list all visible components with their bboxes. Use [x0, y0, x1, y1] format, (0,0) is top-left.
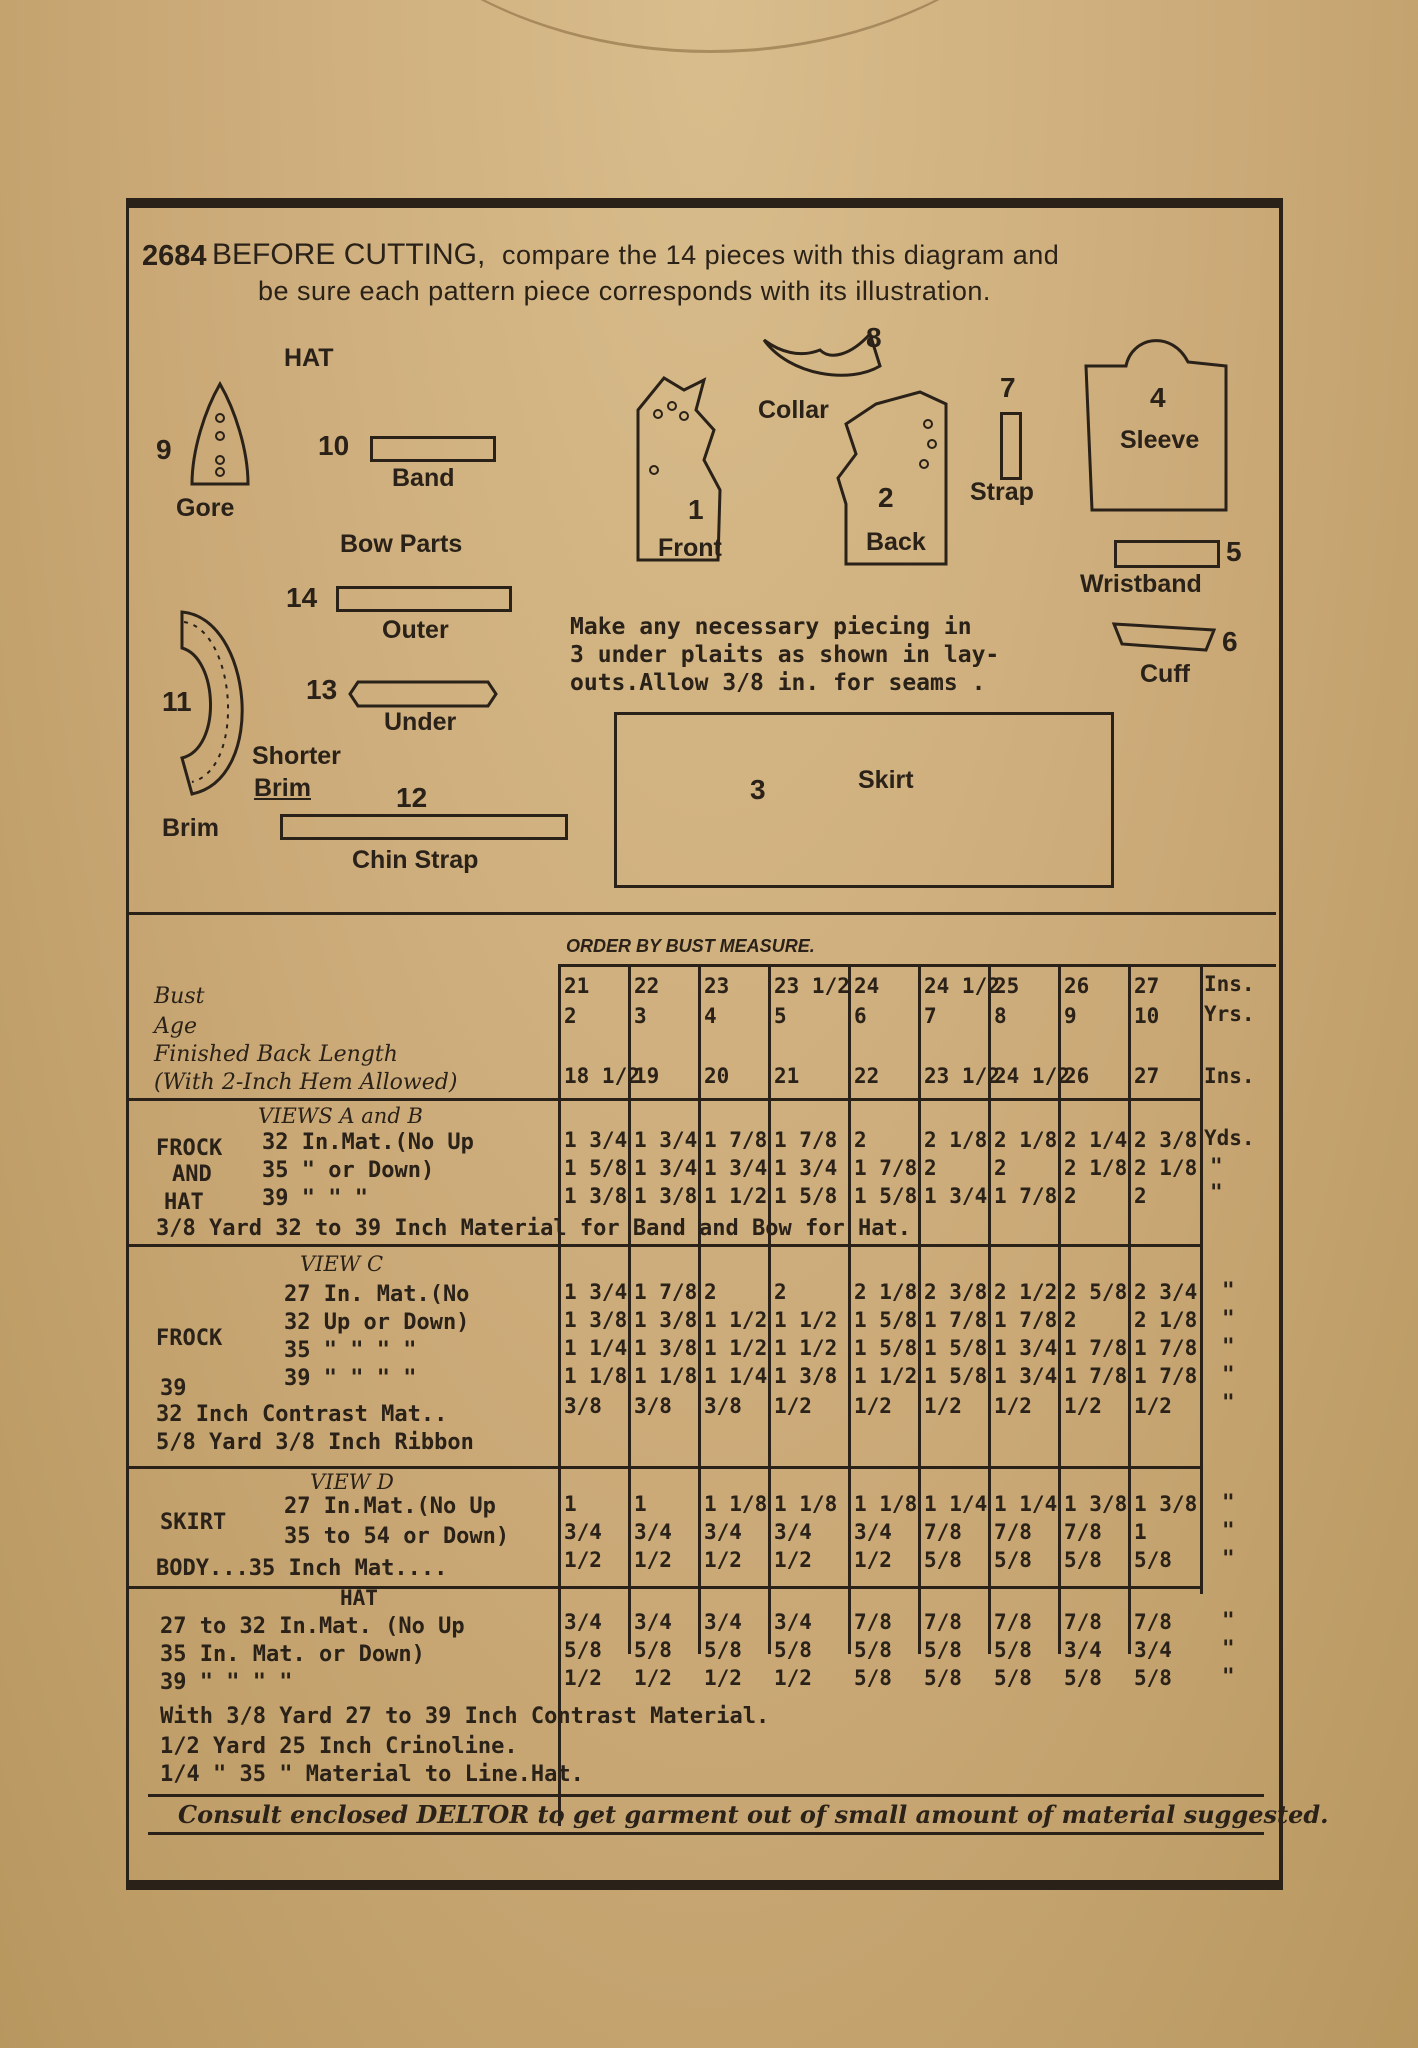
- bust-cell: 23: [704, 974, 730, 998]
- column-divider: [768, 964, 771, 1654]
- hat-cell: 1/2: [704, 1666, 742, 1690]
- cuff-piece-icon: [1110, 616, 1220, 656]
- view-d-cell: 5/8: [924, 1548, 962, 1572]
- under-number: 13: [306, 674, 338, 705]
- hat-note-3: 1/4 " 35 " Material to Line.Hat.: [160, 1762, 584, 1787]
- hat-note-2: 1/2 Yard 25 Inch Crinoline.: [160, 1734, 518, 1759]
- views-ab-cell: 1 5/8: [564, 1156, 628, 1180]
- hat-row-2: 35 In. Mat. or Down): [160, 1642, 425, 1667]
- hat-label: HAT: [164, 1190, 204, 1215]
- view-d-cell: 3/4: [634, 1520, 672, 1544]
- views-ab-cell: 1 3/4: [564, 1128, 628, 1152]
- view-c-cell: 1/2: [774, 1394, 812, 1418]
- view-c-cell: 1 1/4: [564, 1336, 628, 1360]
- hat-cell: 3/4: [1134, 1638, 1172, 1662]
- bow-parts-label: Bow Parts: [340, 530, 463, 558]
- bust-cell: 26: [1064, 974, 1090, 998]
- order-title: ORDER BY BUST MEASURE.: [566, 936, 815, 956]
- sleeve-piece-icon: [1082, 326, 1230, 514]
- view-d-cell: 7/8: [924, 1520, 962, 1544]
- and-label: AND: [172, 1162, 212, 1187]
- view-d-cell: 1 1/4: [924, 1492, 988, 1516]
- hat-cell: 5/8: [854, 1638, 892, 1662]
- view-c-cell: 1 1/2: [704, 1308, 768, 1332]
- view-c-row-4: 39 " " " ": [284, 1366, 417, 1391]
- view-c-cell: 1 3/4: [994, 1336, 1058, 1360]
- hat-cell: 7/8: [994, 1610, 1032, 1634]
- view-c-cell: 1 7/8: [1064, 1364, 1128, 1388]
- views-ab-cell: 1 3/8: [634, 1184, 698, 1208]
- view-c-cell: 3/8: [564, 1394, 602, 1418]
- shorter-brim-label: Brim: [254, 774, 311, 802]
- view-c-cell: 1 5/8: [854, 1336, 918, 1360]
- ab-unit-1: Yds.: [1204, 1126, 1255, 1150]
- hat-cell: 3/4: [564, 1610, 602, 1634]
- hat-unit-3: ": [1222, 1664, 1235, 1688]
- hat-row-3: 39 " " " ": [160, 1670, 293, 1695]
- view-c-cell: 1 5/8: [924, 1336, 988, 1360]
- back-length-cell: 19: [634, 1064, 660, 1088]
- views-ab-cell: 2 1/8: [1134, 1156, 1198, 1180]
- views-ab-label: VIEWS A and B: [258, 1104, 423, 1128]
- view-d-unit-3: ": [1222, 1546, 1235, 1570]
- view-c-cell: 1/2: [994, 1394, 1032, 1418]
- skirt-piece: [614, 712, 1114, 888]
- view-c-cell: 2 1/8: [854, 1280, 918, 1304]
- age-label: Age: [154, 1014, 197, 1039]
- view-c-cell: 1 7/8: [924, 1308, 988, 1332]
- back-length-cell: 22: [854, 1064, 880, 1088]
- view-d-cell: 3/4: [774, 1520, 812, 1544]
- divider-4: [128, 1586, 1200, 1589]
- hat-cell: 5/8: [564, 1638, 602, 1662]
- unit-ins-2: Ins.: [1204, 1064, 1255, 1088]
- view-c-row-2: 32 Up or Down): [284, 1310, 470, 1335]
- hat-note-1: With 3/8 Yard 27 to 39 Inch Contrast Material.: [160, 1704, 770, 1729]
- view-d-cell: 7/8: [1064, 1520, 1102, 1544]
- shorter-label: Shorter: [252, 742, 341, 770]
- view-c-cell: 2 3/4: [1134, 1280, 1198, 1304]
- hat-cell: 5/8: [704, 1638, 742, 1662]
- views-ab-cell: 1 3/4: [704, 1156, 768, 1180]
- view-c-cell: 3/8: [704, 1394, 742, 1418]
- column-divider: [848, 964, 851, 1654]
- strap-piece: [1000, 412, 1022, 480]
- view-c-cell: 3/8: [634, 1394, 672, 1418]
- view-c-cell: 1 3/8: [774, 1364, 838, 1388]
- view-d-cell: 1 3/8: [1064, 1492, 1128, 1516]
- column-divider: [698, 964, 701, 1654]
- view-c-cell: 1 1/8: [564, 1364, 628, 1388]
- view-c-cell: 2 1/8: [1134, 1308, 1198, 1332]
- views-ab-cell: 1 3/8: [564, 1184, 628, 1208]
- views-ab-cell: 1 3/4: [634, 1128, 698, 1152]
- ab-row-1: 32 In.Mat.(No Up: [262, 1130, 474, 1155]
- bust-cell: 22: [634, 974, 660, 998]
- hat-cell: 5/8: [1134, 1666, 1172, 1690]
- view-c-cell: 1/2: [1064, 1394, 1102, 1418]
- back-label: Back: [866, 528, 926, 556]
- brim-label: Brim: [162, 814, 219, 842]
- footer-box-top: [148, 1794, 1264, 1797]
- before-cutting-label: BEFORE CUTTING,: [212, 238, 486, 271]
- deltor-footer: Consult enclosed DELTOR to get garment out of small amount of material suggested.: [178, 1800, 1329, 1829]
- hat-cell: 1/2: [634, 1666, 672, 1690]
- views-ab-cell: 1 3/4: [774, 1156, 838, 1180]
- view-d-cell: 1 3/8: [1134, 1492, 1198, 1516]
- divider-3: [128, 1466, 1200, 1469]
- piecing-note-line-1: Make any necessary piecing in: [570, 614, 972, 640]
- column-divider: [918, 964, 921, 1654]
- view-d-cell: 1 1/4: [994, 1492, 1058, 1516]
- view-c-cell: 1 1/2: [774, 1336, 838, 1360]
- views-ab-cell: 1 7/8: [704, 1128, 768, 1152]
- view-d-unit-1: ": [1222, 1490, 1235, 1514]
- view-d-cell: 7/8: [994, 1520, 1032, 1544]
- view-c-cell: 1/2: [924, 1394, 962, 1418]
- views-ab-cell: 2: [1064, 1184, 1077, 1208]
- views-ab-cell: 2: [924, 1156, 937, 1180]
- view-d-cell: 1 1/8: [774, 1492, 838, 1516]
- ab-unit-2: ": [1210, 1154, 1223, 1178]
- back-length-label: Finished Back Length: [154, 1042, 398, 1067]
- hat-cell: 7/8: [924, 1610, 962, 1634]
- back-length-cell: 27: [1134, 1064, 1160, 1088]
- age-cell: 5: [774, 1004, 787, 1028]
- view-d-cell: 3/4: [704, 1520, 742, 1544]
- views-ab-cell: 1 1/2: [704, 1184, 768, 1208]
- hat-cell: 5/8: [924, 1666, 962, 1690]
- frock-c-39: 39: [160, 1376, 187, 1401]
- outer-bow-piece: [336, 586, 512, 612]
- section-divider: [128, 912, 1276, 915]
- ab-unit-3: ": [1210, 1180, 1223, 1204]
- bust-cell: 23 1/2: [774, 974, 850, 998]
- view-d-cell: 1 1/8: [704, 1492, 768, 1516]
- views-ab-cell: 1 7/8: [854, 1156, 918, 1180]
- view-c-cell: 1 3/4: [994, 1364, 1058, 1388]
- view-d-cell: 1/2: [774, 1548, 812, 1572]
- view-d-unit-2: ": [1222, 1518, 1235, 1542]
- views-ab-cell: 2: [1134, 1184, 1147, 1208]
- view-d-cell: 1: [564, 1492, 577, 1516]
- view-c-label: VIEW C: [300, 1252, 384, 1276]
- view-c-cell: 1 1/2: [704, 1336, 768, 1360]
- hat-row-1: 27 to 32 In.Mat. (No Up: [160, 1614, 465, 1639]
- skirt-label: Skirt: [858, 766, 914, 794]
- view-c-unit-3: ": [1222, 1334, 1235, 1358]
- hat-unit-1: ": [1222, 1608, 1235, 1632]
- ab-row-3: 39 " " ": [262, 1186, 368, 1211]
- view-d-cell: 5/8: [1064, 1548, 1102, 1572]
- view-c-cell: 2: [704, 1280, 717, 1304]
- view-c-cell: 1 3/4: [564, 1280, 628, 1304]
- front-number: 1: [688, 494, 704, 525]
- piecing-note-line-3: outs.Allow 3/8 in. for seams .: [570, 670, 986, 696]
- view-c-cell: 2 3/8: [924, 1280, 988, 1304]
- view-c-unit-4: ": [1222, 1362, 1235, 1386]
- view-d-cell: 5/8: [1134, 1548, 1172, 1572]
- brim-number: 11: [162, 686, 192, 717]
- view-d-row-1: 27 In.Mat.(No Up: [284, 1494, 496, 1519]
- chin-strap-number: 12: [396, 782, 428, 813]
- bust-cell: 27: [1134, 974, 1160, 998]
- hat-cell: 5/8: [994, 1638, 1032, 1662]
- unit-yrs: Yrs.: [1204, 1002, 1255, 1026]
- views-ab-cell: 1 7/8: [994, 1184, 1058, 1208]
- ab-row-2: 35 " or Down): [262, 1158, 435, 1183]
- age-cell: 10: [1134, 1004, 1160, 1028]
- order-table-left: [558, 964, 561, 1826]
- hat-cell: 5/8: [854, 1666, 892, 1690]
- view-c-cell: 1 1/4: [704, 1364, 768, 1388]
- views-ab-cell: 1 3/4: [634, 1156, 698, 1180]
- collar-label: Collar: [758, 396, 829, 424]
- hat-cell: 5/8: [774, 1638, 812, 1662]
- view-c-cell: 1 3/8: [564, 1308, 628, 1332]
- strap-label: Strap: [970, 478, 1034, 506]
- view-d-cell: 3/4: [854, 1520, 892, 1544]
- band-label: Band: [392, 464, 455, 492]
- views-ab-cell: 2: [994, 1156, 1007, 1180]
- view-d-cell: 3/4: [564, 1520, 602, 1544]
- skirt-d-label: SKIRT: [160, 1510, 227, 1535]
- view-d-cell: 1/2: [634, 1548, 672, 1572]
- hat-cell: 3/4: [634, 1610, 672, 1634]
- hat-cell: 5/8: [924, 1638, 962, 1662]
- age-cell: 8: [994, 1004, 1007, 1028]
- hat-section-heading: HAT: [340, 1586, 378, 1610]
- view-c-cell: 1 7/8: [1134, 1336, 1198, 1360]
- hat-cell: 7/8: [1064, 1610, 1102, 1634]
- under-label: Under: [384, 708, 457, 736]
- order-table-top: [558, 964, 1276, 967]
- views-ab-cell: 2: [854, 1128, 867, 1152]
- view-c-unit-2: ": [1222, 1306, 1235, 1330]
- view-c-cell: 1/2: [1134, 1394, 1172, 1418]
- band-number: 10: [318, 430, 350, 461]
- header-line-1: compare the 14 pieces with this diagram and: [502, 240, 1060, 270]
- age-cell: 2: [564, 1004, 577, 1028]
- outer-number: 14: [286, 582, 318, 613]
- view-c-cell: 1 3/8: [634, 1308, 698, 1332]
- bust-cell: 24: [854, 974, 880, 998]
- views-ab-cell: 1 5/8: [854, 1184, 918, 1208]
- view-c-cell: 1/2: [854, 1394, 892, 1418]
- bust-label: Bust: [154, 984, 205, 1009]
- view-c-cell: 1 7/8: [994, 1308, 1058, 1332]
- order-table-units-divider: [1200, 964, 1203, 1594]
- front-label: Front: [658, 534, 722, 562]
- sleeve-label: Sleeve: [1120, 426, 1200, 454]
- view-c-cell: 1 1/2: [774, 1308, 838, 1332]
- wristband-number: 5: [1226, 536, 1242, 567]
- bust-cell: 24 1/2: [924, 974, 1000, 998]
- views-ab-cell: 1 3/4: [924, 1184, 988, 1208]
- under-bow-piece: [348, 680, 498, 708]
- back-length-cell: 21: [774, 1064, 800, 1088]
- footer-box-bottom: [148, 1832, 1264, 1835]
- view-d-label: VIEW D: [310, 1470, 394, 1494]
- band-piece: [370, 436, 496, 462]
- hat-cell: 5/8: [994, 1666, 1032, 1690]
- ribbon-label: 5/8 Yard 3/8 Inch Ribbon: [156, 1430, 474, 1455]
- view-c-cell: 2 5/8: [1064, 1280, 1128, 1304]
- views-ab-cell: 1 7/8: [774, 1128, 838, 1152]
- contrast-mat-label: 32 Inch Contrast Mat..: [156, 1402, 448, 1427]
- view-c-cell: 1 1/8: [634, 1364, 698, 1388]
- view-c-unit-1: ": [1222, 1278, 1235, 1302]
- hat-cell: 1/2: [564, 1666, 602, 1690]
- hat-cell: 7/8: [854, 1610, 892, 1634]
- view-c-row-3: 35 " " " ": [284, 1338, 417, 1363]
- collar-number: 8: [866, 322, 882, 353]
- hat-unit-2: ": [1222, 1636, 1235, 1660]
- cuff-label: Cuff: [1140, 660, 1190, 688]
- back-number: 2: [878, 482, 894, 513]
- age-cell: 7: [924, 1004, 937, 1028]
- divider-2: [128, 1244, 1200, 1247]
- views-ab-cell: 2 1/8: [994, 1128, 1058, 1152]
- cuff-number: 6: [1222, 626, 1238, 657]
- back-length-cell: 18 1/2: [564, 1064, 640, 1088]
- header-line-2: be sure each pattern piece corresponds with its illustration.: [258, 276, 991, 306]
- back-length-cell: 20: [704, 1064, 730, 1088]
- views-ab-cell: 2 3/8: [1134, 1128, 1198, 1152]
- gore-number: 9: [156, 434, 172, 465]
- view-d-cell: 1 1/8: [854, 1492, 918, 1516]
- view-d-cell: 1/2: [854, 1548, 892, 1572]
- views-ab-cell: 2 1/4: [1064, 1128, 1128, 1152]
- wristband-piece: [1114, 540, 1220, 568]
- column-divider: [1128, 964, 1131, 1654]
- view-c-cell: 2: [1064, 1308, 1077, 1332]
- view-c-unit-5: ": [1222, 1390, 1235, 1414]
- frock-label: FROCK: [156, 1136, 223, 1161]
- hat-cell: 5/8: [634, 1638, 672, 1662]
- view-c-cell: 1 5/8: [924, 1364, 988, 1388]
- view-c-row-1: 27 In. Mat.(No: [284, 1282, 470, 1307]
- age-cell: 3: [634, 1004, 647, 1028]
- view-c-cell: 2 1/2: [994, 1280, 1058, 1304]
- back-length-cell: 24 1/2: [994, 1064, 1070, 1088]
- chin-strap-label: Chin Strap: [352, 846, 479, 874]
- bust-cell: 21: [564, 974, 590, 998]
- view-d-cell: 1: [634, 1492, 647, 1516]
- hem-label: (With 2-Inch Hem Allowed): [154, 1070, 458, 1095]
- pattern-number: 2684: [142, 240, 207, 272]
- view-c-cell: 1 7/8: [1064, 1336, 1128, 1360]
- age-cell: 4: [704, 1004, 717, 1028]
- hat-cell: 3/4: [1064, 1638, 1102, 1662]
- divider-1: [128, 1098, 1200, 1101]
- view-c-cell: 1 3/8: [634, 1336, 698, 1360]
- age-cell: 9: [1064, 1004, 1077, 1028]
- body-label: BODY...35 Inch Mat....: [156, 1556, 448, 1581]
- view-c-cell: 1 5/8: [854, 1308, 918, 1332]
- strap-number: 7: [1000, 372, 1016, 403]
- unit-ins: Ins.: [1204, 972, 1255, 996]
- view-c-cell: 2: [774, 1280, 787, 1304]
- outer-label: Outer: [382, 616, 449, 644]
- view-c-cell: 1 1/2: [854, 1364, 918, 1388]
- hat-cell: 5/8: [1064, 1666, 1102, 1690]
- bust-cell: 25: [994, 974, 1020, 998]
- chin-strap-piece: [280, 814, 568, 840]
- hat-cell: 3/4: [704, 1610, 742, 1634]
- wristband-label: Wristband: [1080, 570, 1202, 598]
- view-d-cell: 1/2: [704, 1548, 742, 1572]
- hat-cell: 1/2: [774, 1666, 812, 1690]
- view-d-cell: 5/8: [994, 1548, 1032, 1572]
- views-ab-cell: 2 1/8: [924, 1128, 988, 1152]
- view-d-cell: 1: [1134, 1520, 1147, 1544]
- view-d-cell: 1/2: [564, 1548, 602, 1572]
- skirt-number: 3: [750, 774, 766, 805]
- view-d-row-2: 35 to 54 or Down): [284, 1524, 510, 1549]
- ab-footer-note: 3/8 Yard 32 to 39 Inch Material for Band and Bow for Hat.: [156, 1216, 911, 1241]
- hat-cell: 3/4: [774, 1610, 812, 1634]
- gore-piece-icon: [180, 380, 260, 490]
- piecing-note-line-2: 3 under plaits as shown in lay-: [570, 642, 1000, 668]
- back-length-cell: 26: [1064, 1064, 1090, 1088]
- sleeve-number: 4: [1150, 382, 1166, 413]
- gore-label: Gore: [176, 494, 235, 522]
- view-c-cell: 1 7/8: [1134, 1364, 1198, 1388]
- frock-c-label: FROCK: [156, 1326, 223, 1351]
- back-length-cell: 23 1/2: [924, 1064, 1000, 1088]
- hat-heading: HAT: [284, 344, 334, 372]
- hat-cell: 7/8: [1134, 1610, 1172, 1634]
- age-cell: 6: [854, 1004, 867, 1028]
- views-ab-cell: 1 5/8: [774, 1184, 838, 1208]
- views-ab-cell: 2 1/8: [1064, 1156, 1128, 1180]
- view-c-cell: 1 7/8: [634, 1280, 698, 1304]
